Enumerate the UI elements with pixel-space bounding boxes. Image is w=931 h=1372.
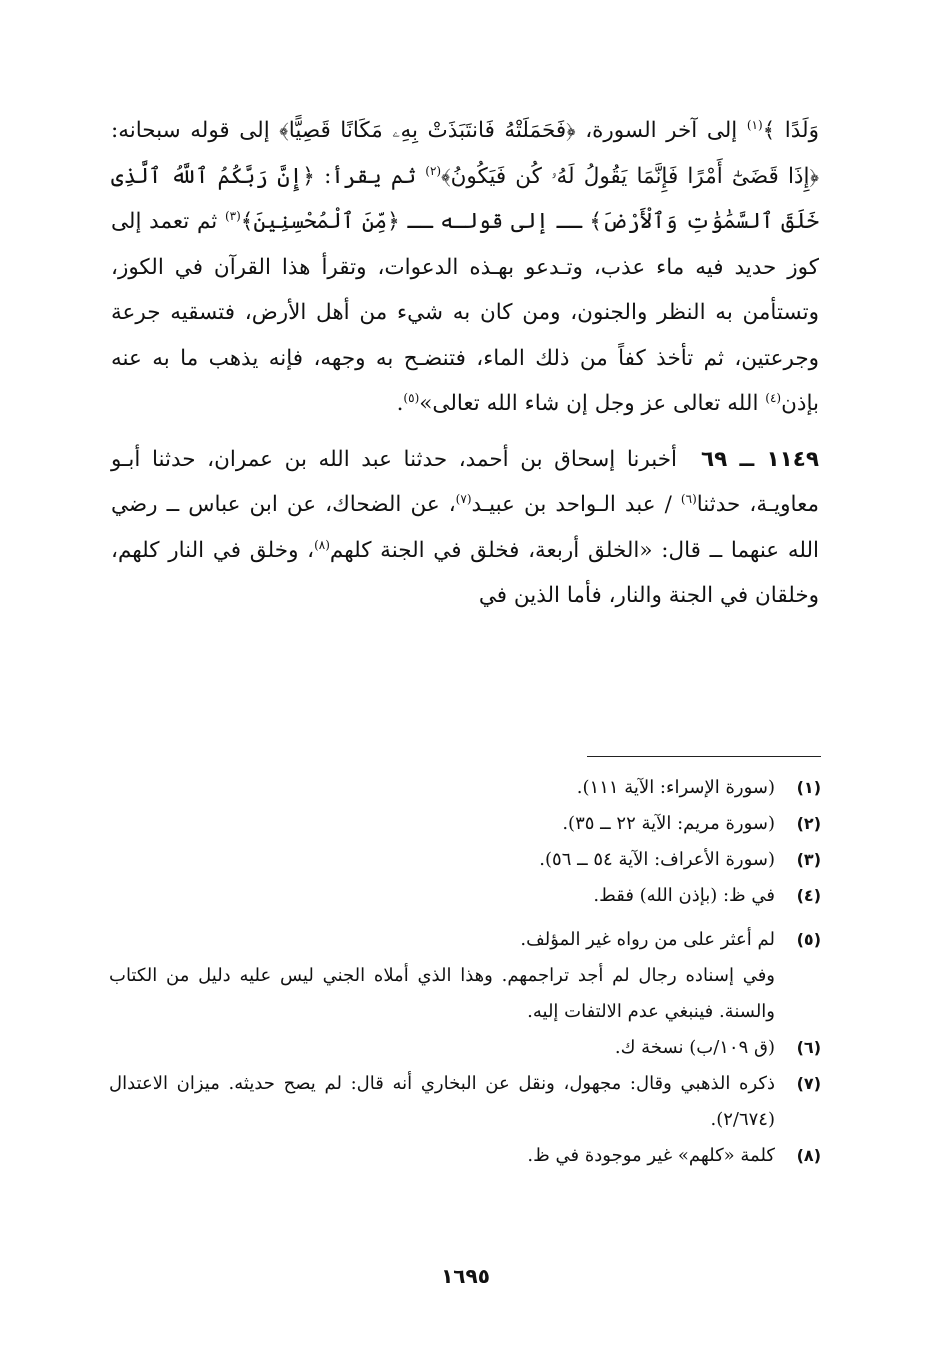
page-number: ١٦٩٥ <box>441 1264 490 1288</box>
footnote-ref-3[interactable]: (٣) <box>224 208 241 223</box>
body-text: أخبرنا إسحاق بن أحمد، حدثنا عبد الله بن عمران، حدثنا أبـو معاويـة، حدثنا <box>111 446 819 517</box>
footnote-number: (٣) <box>796 850 821 869</box>
footnote-number: (٤) <box>796 886 821 905</box>
ayah-text: وَلَدًا ﴾ <box>762 118 819 143</box>
footnote-6 <box>109 1030 821 1066</box>
body-text: ثم يقرأ: <box>314 163 426 189</box>
ayah-text: ﴿فَحَمَلَتْهُ فَانتَبَذَتْ بِهِۦ مَكَانًا قَصِيًّا﴾ <box>279 118 576 143</box>
footnote-text: كلمة «كلهم» غير موجودة في ظ. <box>527 1145 775 1166</box>
footnote-1 <box>109 770 821 806</box>
body-text: ــ إلى قولـه ــ <box>399 209 590 234</box>
footnote-text: في ظ: (بإذن الله) فقط. <box>593 885 775 906</box>
paragraph-1 <box>111 108 819 427</box>
hadith-number: ١١٤٩ ــ ٦٩ <box>701 446 819 472</box>
body-text: / عبد الـواحد بن عبيـد <box>471 492 681 517</box>
footnote-number: (٦) <box>796 1038 821 1057</box>
body-text: ، عن الضحاك، عن ابن عباس ــ رضي الله عنهما ــ قال: «الخلق أربعة، فخلق في الجنة كلهم <box>111 492 819 563</box>
footnote-number: (٥) <box>796 930 821 949</box>
footnote-7 <box>109 1066 821 1138</box>
paragraph-spacer <box>111 427 819 437</box>
footnote-5 <box>109 922 821 958</box>
footnote-ref-2[interactable]: (٢) <box>425 163 442 178</box>
footnote-3 <box>109 842 821 878</box>
body-text: إلى قوله سبحانه: <box>111 118 280 143</box>
footnote-number: (٢) <box>796 814 821 833</box>
footnote-ref-8[interactable]: (٨) <box>314 537 330 552</box>
footnote-number: (١) <box>796 778 821 797</box>
footnote-ref-1[interactable]: (١) <box>746 117 763 132</box>
footnote-number: (٨) <box>796 1146 821 1165</box>
footnote-ref-6[interactable]: (٦) <box>680 491 697 506</box>
body-text: ، وخلق في النار كلهم، وخلقان في الجنة والنار، فأما الذين في <box>111 537 819 608</box>
footnote-text: (سورة الإسراء: الآية ١١١). <box>576 777 775 798</box>
footnote-text: (ق ١٠٩/ب) نسخة ك. <box>614 1037 775 1058</box>
footnote-text: لم أعثر على من رواه غير المؤلف. <box>520 929 775 950</box>
footnote-separator <box>587 756 821 757</box>
footnote-text: ذكره الذهبي وقال: مجهول، ونقل عن البخاري أنه قال: لم يصح حديثه. ميزان الاعتدال (٢/٦٧٤). <box>109 1073 775 1130</box>
ayah-text: ﴿إِذَا قَضَىٰٓ أَمْرًا فَإِنَّمَا يَقُولُ لَهُۥ كُن فَيَكُونُ﴾ <box>441 163 819 189</box>
ayah-text: ﴿مِّنَ ٱلْمُحْسِنِينَ﴾ <box>240 209 400 234</box>
footnote-spacer <box>109 914 821 922</box>
paragraph-2 <box>111 437 819 619</box>
footnote-text: (سورة مريم: الآية ٢٢ ــ ٣٥). <box>562 813 775 834</box>
footnote-ref-7[interactable]: (٧) <box>455 491 472 506</box>
body-text: ثم تعمد إلى كوز حديد فيه ماء عذب، وتـدعو بهـذه الدعوات، وتقرأ هذا القرآن في الكوز، وتستأمن به النظر والجنون، ومن كان به شيء من أهل الأرض، فتسقيه جرعة وجرعتين، ثم تأخذ كفاً من ذلك الماء، فتنضـح به وجهه، فإنه يذهب ما به عنه بإذن <box>111 209 819 416</box>
footnote-ref-4[interactable]: (٤) <box>765 390 782 405</box>
footnote-5-continuation: وفي إسناده رجال لم أجد تراجمهم. وهذا الذي أملاه الجني ليس عليه دليل من الكتاب والسنة. فينبغي عدم الالتفات إليه. <box>109 965 775 1022</box>
footnote-8 <box>109 1138 821 1174</box>
footnote-2 <box>109 806 821 842</box>
footnote-4 <box>109 878 821 914</box>
ayah-text: ﴿إِنَّ رَبَّكُمُ ٱللَّهُ ٱلَّذِى خَلَقَ ٱلسَّمَٰوَٰتِ وَٱلْأَرْضَ﴾ <box>111 163 819 234</box>
main-text <box>111 108 819 619</box>
footnote-number: (٧) <box>796 1074 821 1093</box>
footnote-ref-5[interactable]: (٥) <box>403 390 420 405</box>
footnotes <box>109 770 821 1174</box>
body-text: . <box>396 391 404 416</box>
body-text: الله تعالى عز وجل إن شاء الله تعالى» <box>419 391 766 416</box>
footnote-text: (سورة الأعراف: الآية ٥٤ ــ ٥٦). <box>539 849 775 870</box>
body-text: إلى آخر السورة، <box>575 118 747 143</box>
